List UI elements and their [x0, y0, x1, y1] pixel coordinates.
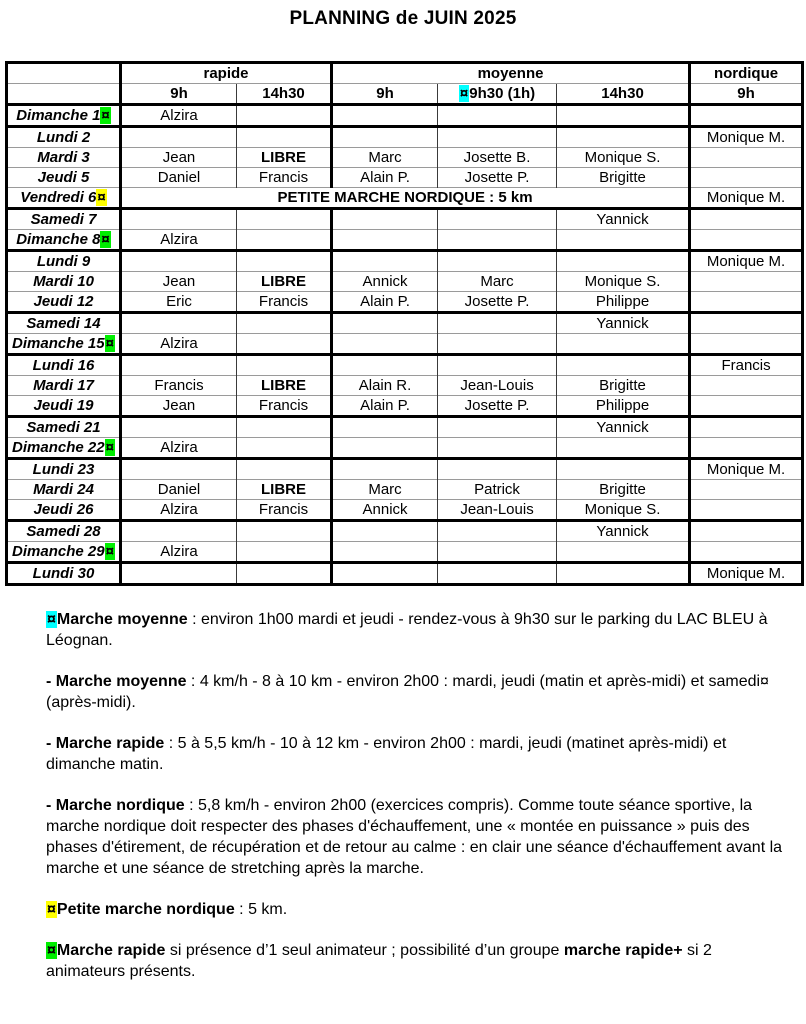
schedule-cell [438, 542, 557, 563]
schedule-cell [237, 127, 332, 148]
time-header: 9h [332, 84, 438, 105]
day-cell [7, 542, 121, 563]
schedule-cell: Monique M. [690, 188, 803, 209]
schedule-cell [438, 251, 557, 272]
time-header: 14h30 [557, 84, 690, 105]
schedule-cell: Monique S. [557, 272, 690, 292]
schedule-cell [332, 230, 438, 251]
schedule-cell: Alzira [121, 334, 237, 355]
note-text: - Marche rapide [46, 735, 165, 752]
time-header-row [7, 84, 803, 105]
schedule-cell: Alzira [121, 500, 237, 521]
table-row [7, 105, 803, 127]
schedule-cell: Brigitte [557, 376, 690, 396]
schedule-cell: Alain P. [332, 292, 438, 313]
table-row [7, 521, 803, 542]
schedule-cell [690, 480, 803, 500]
table-row [7, 148, 803, 168]
schedule-cell: Annick [332, 500, 438, 521]
merged-announcement-cell: PETITE MARCHE NORDIQUE : 5 km [121, 188, 690, 209]
yellow-marker: ¤ [47, 901, 56, 918]
day-cell [7, 272, 121, 292]
schedule-cell: Alzira [121, 438, 237, 459]
cyan-marker: ¤ [459, 85, 469, 102]
day-label: Lundi 9 [36, 253, 91, 270]
planning-table [5, 61, 804, 586]
schedule-cell [438, 209, 557, 230]
schedule-cell [690, 396, 803, 417]
schedule-cell: Marc [438, 272, 557, 292]
schedule-cell: Jean [121, 272, 237, 292]
note-paragraph [46, 733, 790, 775]
note-paragraph [46, 609, 790, 651]
schedule-cell [690, 313, 803, 334]
schedule-cell [121, 313, 237, 334]
day-cell [7, 313, 121, 334]
schedule-cell [690, 148, 803, 168]
note-text: - Marche nordique [46, 797, 185, 814]
schedule-cell [237, 542, 332, 563]
group-header-nordique: nordique [690, 63, 803, 84]
corner-cell [7, 84, 121, 105]
green-marker: ¤ [105, 439, 114, 456]
schedule-cell [121, 355, 237, 376]
schedule-cell [332, 438, 438, 459]
schedule-cell [332, 563, 438, 585]
schedule-cell [438, 355, 557, 376]
day-cell [7, 148, 121, 168]
schedule-cell: Alain P. [332, 396, 438, 417]
day-cell [7, 292, 121, 313]
table-row [7, 272, 803, 292]
schedule-cell: Josette B. [438, 148, 557, 168]
day-label: Jeudi 26 [33, 501, 94, 518]
schedule-cell [332, 542, 438, 563]
schedule-cell [557, 230, 690, 251]
schedule-cell [690, 334, 803, 355]
schedule-cell [237, 230, 332, 251]
day-label: Lundi 2 [36, 129, 91, 146]
schedule-cell: Francis [237, 292, 332, 313]
schedule-cell [690, 500, 803, 521]
day-cell [7, 355, 121, 376]
schedule-cell [557, 542, 690, 563]
schedule-cell [237, 438, 332, 459]
time-header: 9h [121, 84, 237, 105]
schedule-cell [438, 438, 557, 459]
schedule-cell [690, 438, 803, 459]
schedule-cell: Brigitte [557, 168, 690, 188]
schedule-cell [332, 334, 438, 355]
schedule-cell: Jean-Louis [438, 500, 557, 521]
schedule-cell [237, 334, 332, 355]
schedule-cell [557, 459, 690, 480]
schedule-cell: Monique S. [557, 148, 690, 168]
schedule-cell [690, 521, 803, 542]
schedule-cell [690, 230, 803, 251]
planning-table-body [7, 105, 803, 585]
schedule-cell [438, 563, 557, 585]
schedule-cell [332, 355, 438, 376]
schedule-cell: LIBRE [237, 272, 332, 292]
schedule-cell [690, 292, 803, 313]
schedule-cell [121, 521, 237, 542]
schedule-cell: LIBRE [237, 376, 332, 396]
table-row [7, 500, 803, 521]
schedule-cell [332, 459, 438, 480]
day-label: Dimanche 1 [16, 107, 101, 124]
schedule-cell: Eric [121, 292, 237, 313]
schedule-cell: Brigitte [557, 480, 690, 500]
day-label: Samedi 14 [26, 315, 101, 332]
note-text: Marche rapide [56, 942, 166, 959]
day-cell [7, 396, 121, 417]
table-row [7, 376, 803, 396]
schedule-cell [121, 459, 237, 480]
schedule-cell [690, 417, 803, 438]
table-row [7, 127, 803, 148]
group-header-rapide: rapide [121, 63, 332, 84]
schedule-cell: Philippe [557, 396, 690, 417]
note-text: : 4 km/h - 8 à 10 km - environ 2h00 : mardi, jeudi (matin et après-midi) et samedi¤ (après-midi). [46, 673, 769, 711]
day-label: Samedi 21 [26, 419, 101, 436]
schedule-cell [438, 459, 557, 480]
schedule-cell [690, 272, 803, 292]
schedule-cell [690, 209, 803, 230]
schedule-cell: Monique M. [690, 459, 803, 480]
schedule-cell [438, 334, 557, 355]
schedule-cell [237, 209, 332, 230]
schedule-cell: Alzira [121, 105, 237, 127]
note-text: marche rapide+ [563, 942, 683, 959]
schedule-cell [237, 105, 332, 127]
note-paragraph [46, 940, 790, 982]
yellow-marker: ¤ [97, 189, 106, 206]
table-row [7, 334, 803, 355]
day-cell [7, 251, 121, 272]
note-text: : environ 1h00 mardi et jeudi - rendez-vous à 9h30 sur le parking du LAC BLEU à Léognan. [46, 611, 768, 649]
schedule-cell [237, 251, 332, 272]
green-marker: ¤ [47, 942, 56, 959]
cyan-marker: ¤ [47, 611, 56, 628]
schedule-cell [557, 438, 690, 459]
table-row [7, 417, 803, 438]
schedule-cell [121, 251, 237, 272]
day-cell [7, 563, 121, 585]
note-paragraph [46, 899, 790, 920]
schedule-cell [121, 209, 237, 230]
schedule-cell: Patrick [438, 480, 557, 500]
day-label: Lundi 30 [32, 565, 95, 582]
group-header-moyenne: moyenne [332, 63, 690, 84]
schedule-cell: Francis [690, 355, 803, 376]
note-paragraph [46, 671, 790, 713]
day-cell [7, 480, 121, 500]
schedule-cell: Monique M. [690, 563, 803, 585]
green-marker: ¤ [101, 231, 110, 248]
schedule-cell: Josette P. [438, 292, 557, 313]
schedule-cell [438, 313, 557, 334]
day-label: Mardi 10 [33, 273, 94, 290]
day-cell [7, 376, 121, 396]
day-cell [7, 230, 121, 251]
group-header-row [7, 63, 803, 84]
note-text: - Marche moyenne [46, 673, 187, 690]
schedule-cell: Francis [237, 168, 332, 188]
time-header: 14h30 [237, 84, 332, 105]
schedule-cell [332, 521, 438, 542]
page-title: PLANNING de JUIN 2025 [289, 8, 517, 29]
schedule-cell [237, 521, 332, 542]
day-label: Samedi 7 [30, 211, 97, 228]
table-row [7, 168, 803, 188]
schedule-cell [557, 127, 690, 148]
schedule-cell: Francis [237, 396, 332, 417]
schedule-cell [332, 127, 438, 148]
schedule-cell [438, 105, 557, 127]
note-text: : 5 à 5,5 km/h - 10 à 12 km - environ 2h00 : mardi, jeudi (matinet après-midi) et dimanche matin. [46, 735, 727, 773]
day-label: Vendredi 6 [20, 189, 97, 206]
note-text: : 5 km. [234, 901, 288, 918]
schedule-cell: Yannick [557, 521, 690, 542]
note-text: : 5,8 km/h - environ 2h00 (exercices compris). Comme toute séance sportive, la marche nordique doit respecter des phases d'échauffement, une « montée en puissance » puis des phases d'étirement, de récupération et de retour au calme : en clair une séance d'échauffement avant la marche et une séance de stretching après la marche. [46, 797, 783, 877]
schedule-cell: Josette P. [438, 396, 557, 417]
note-text: Petite marche nordique [56, 901, 235, 918]
schedule-cell: Monique S. [557, 500, 690, 521]
schedule-cell: Marc [332, 148, 438, 168]
table-row [7, 230, 803, 251]
table-row [7, 251, 803, 272]
table-row [7, 313, 803, 334]
schedule-cell: Alain R. [332, 376, 438, 396]
schedule-cell: Annick [332, 272, 438, 292]
schedule-cell [121, 127, 237, 148]
table-row [7, 292, 803, 313]
schedule-cell: Alzira [121, 542, 237, 563]
schedule-cell [690, 542, 803, 563]
table-row [7, 209, 803, 230]
schedule-cell: Jean [121, 148, 237, 168]
green-marker: ¤ [105, 543, 114, 560]
day-label: Mardi 3 [37, 149, 90, 166]
day-label: Jeudi 12 [33, 293, 94, 310]
schedule-cell: Alain P. [332, 168, 438, 188]
schedule-cell: Monique M. [690, 127, 803, 148]
day-label: Jeudi 19 [33, 397, 94, 414]
schedule-cell [237, 313, 332, 334]
schedule-cell [438, 417, 557, 438]
schedule-cell [690, 376, 803, 396]
note-text: si présence d’1 seul animateur ; possibilité d’un groupe [165, 942, 564, 959]
notes [46, 609, 790, 982]
schedule-cell [332, 209, 438, 230]
day-cell [7, 105, 121, 127]
note-paragraph [46, 795, 790, 879]
schedule-cell: Yannick [557, 313, 690, 334]
day-cell [7, 521, 121, 542]
day-label: Dimanche 15 [12, 335, 105, 352]
table-row [7, 396, 803, 417]
day-cell [7, 334, 121, 355]
day-label: Jeudi 5 [37, 169, 90, 186]
table-row [7, 459, 803, 480]
schedule-cell: Yannick [557, 209, 690, 230]
schedule-cell: Josette P. [438, 168, 557, 188]
schedule-cell: Monique M. [690, 251, 803, 272]
schedule-cell [557, 355, 690, 376]
table-row [7, 542, 803, 563]
table-row [7, 355, 803, 376]
day-label: Lundi 16 [32, 357, 95, 374]
day-label: Dimanche 22 [12, 439, 105, 456]
schedule-cell [121, 417, 237, 438]
time-header: 9h [690, 84, 803, 105]
schedule-cell [690, 105, 803, 127]
schedule-cell [438, 230, 557, 251]
schedule-cell [237, 355, 332, 376]
day-cell [7, 459, 121, 480]
schedule-cell: Yannick [557, 417, 690, 438]
corner-cell [7, 63, 121, 84]
day-label: Lundi 23 [32, 461, 95, 478]
green-marker: ¤ [105, 335, 114, 352]
schedule-cell [557, 563, 690, 585]
day-cell [7, 127, 121, 148]
schedule-cell: Daniel [121, 168, 237, 188]
time-header [438, 84, 557, 105]
schedule-cell: Francis [121, 376, 237, 396]
schedule-cell [332, 313, 438, 334]
schedule-cell: LIBRE [237, 480, 332, 500]
schedule-cell: Marc [332, 480, 438, 500]
schedule-cell [438, 521, 557, 542]
schedule-cell: Jean-Louis [438, 376, 557, 396]
schedule-cell: Jean [121, 396, 237, 417]
day-cell [7, 417, 121, 438]
day-label: Samedi 28 [26, 523, 101, 540]
schedule-cell: LIBRE [237, 148, 332, 168]
schedule-cell [557, 334, 690, 355]
schedule-cell [237, 459, 332, 480]
note-text: Marche moyenne [56, 611, 188, 628]
day-label: Mardi 17 [33, 377, 94, 394]
schedule-cell: Francis [237, 500, 332, 521]
table-row [7, 438, 803, 459]
green-marker: ¤ [101, 107, 110, 124]
table-row [7, 188, 803, 209]
day-label: Mardi 24 [33, 481, 94, 498]
schedule-cell [438, 127, 557, 148]
schedule-cell [332, 105, 438, 127]
schedule-cell [237, 563, 332, 585]
day-label: Dimanche 29 [12, 543, 105, 560]
time-header-label: 9h30 (1h) [469, 85, 536, 102]
day-cell [7, 209, 121, 230]
schedule-cell: Alzira [121, 230, 237, 251]
schedule-cell [557, 251, 690, 272]
schedule-cell: Philippe [557, 292, 690, 313]
day-cell [7, 168, 121, 188]
day-label: Dimanche 8 [16, 231, 101, 248]
schedule-cell [690, 168, 803, 188]
schedule-cell [332, 417, 438, 438]
note-text: si 2 animateurs présents. [46, 942, 712, 980]
schedule-cell [332, 251, 438, 272]
table-row [7, 563, 803, 585]
schedule-cell [557, 105, 690, 127]
day-cell [7, 188, 121, 209]
day-cell [7, 438, 121, 459]
schedule-cell [237, 417, 332, 438]
day-cell [7, 500, 121, 521]
table-row [7, 480, 803, 500]
schedule-cell: Daniel [121, 480, 237, 500]
schedule-cell [121, 563, 237, 585]
